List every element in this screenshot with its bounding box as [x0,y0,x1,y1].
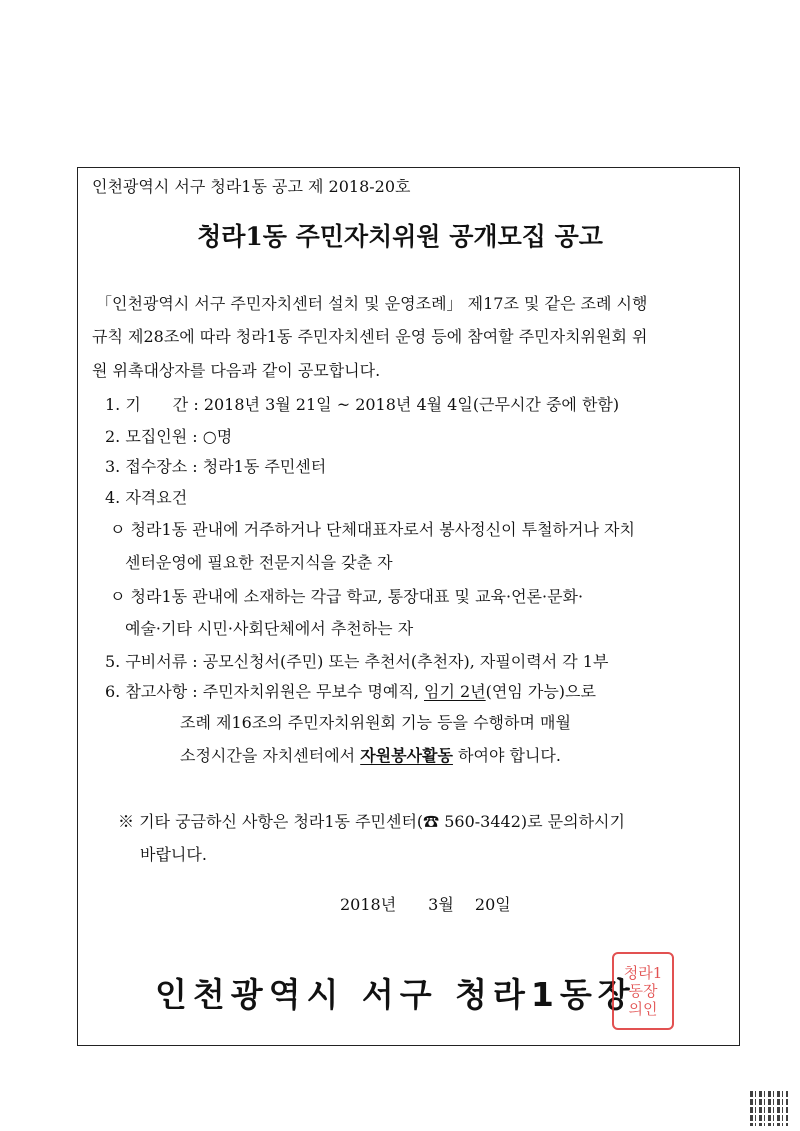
notes-text: 소정시간을 자치센터에서 [180,746,361,765]
qualification-bullet: ㅇ 청라1동 관내에 소재하는 각급 학교, 통장대표 및 교육·언론·문화· [110,587,584,606]
item-location: 3. 접수장소 : 청라1동 주민센터 [105,457,327,476]
notes-text: 6. 참고사항 : 주민자치위원은 무보수 명예직, [105,682,425,701]
item-notes-line: 조례 제16조의 주민자치위원회 기능 등을 수행하며 매월 [180,713,571,732]
intro-line: 원 위촉대상자를 다음과 같이 공모합니다. [92,361,381,380]
item-recruits: 2. 모집인원 : ○명 [105,427,233,446]
notice-date: 2018년 3월 20일 [340,895,511,914]
item-documents: 5. 구비서류 : 공모신청서(주민) 또는 추천서(추천자), 자필이력서 각 1부 [105,652,609,671]
item-period: 1. 기 간 : 2018년 3월 21일 ~ 2018년 4월 4일(근무시간 중에 한함) [105,395,620,414]
contact-note-cont: 바랍니다. [140,845,207,864]
item-notes [105,682,596,702]
qualification-bullet-cont: 예술·기타 시민·사회단체에서 추천하는 자 [125,619,414,638]
notes-volunteer-underlined: 자원봉사활동 [360,746,453,765]
intro-line: 「인천광역시 서구 주민자치센터 설치 및 운영조례」 제17조 및 같은 조례 시행 [96,294,648,313]
notes-term-underlined: 임기 2년 [424,682,486,701]
notice-number: 인천광역시 서구 청라1동 공고 제 2018-20호 [92,177,411,196]
qualification-bullet-cont: 센터운영에 필요한 전문지식을 갖춘 자 [125,553,393,572]
qr-code-icon [750,1090,788,1126]
contact-note: ※ 기타 궁금하신 사항은 청라1동 주민센터(☎ 560-3442)로 문의하시기 [118,812,625,831]
item-notes-line [180,746,561,766]
item-qualifications: 4. 자격요건 [105,488,188,507]
notes-text: (연임 가능)으로 [485,682,596,701]
issuer-signature: 인천광역시 서구 청라1동장 [155,975,636,1014]
notes-text: 하여야 합니다. [452,746,561,765]
official-seal-stamp: 청라1 동장 의인 [612,952,674,1030]
qualification-bullet: ㅇ 청라1동 관내에 거주하거나 단체대표자로서 봉사정신이 투철하거나 자치 [110,520,635,539]
intro-line: 규칙 제28조에 따라 청라1동 주민자치센터 운영 등에 참여할 주민자치위원회 위 [92,327,648,346]
page-title: 청라1동 주민자치위원 공개모집 공고 [197,222,603,251]
